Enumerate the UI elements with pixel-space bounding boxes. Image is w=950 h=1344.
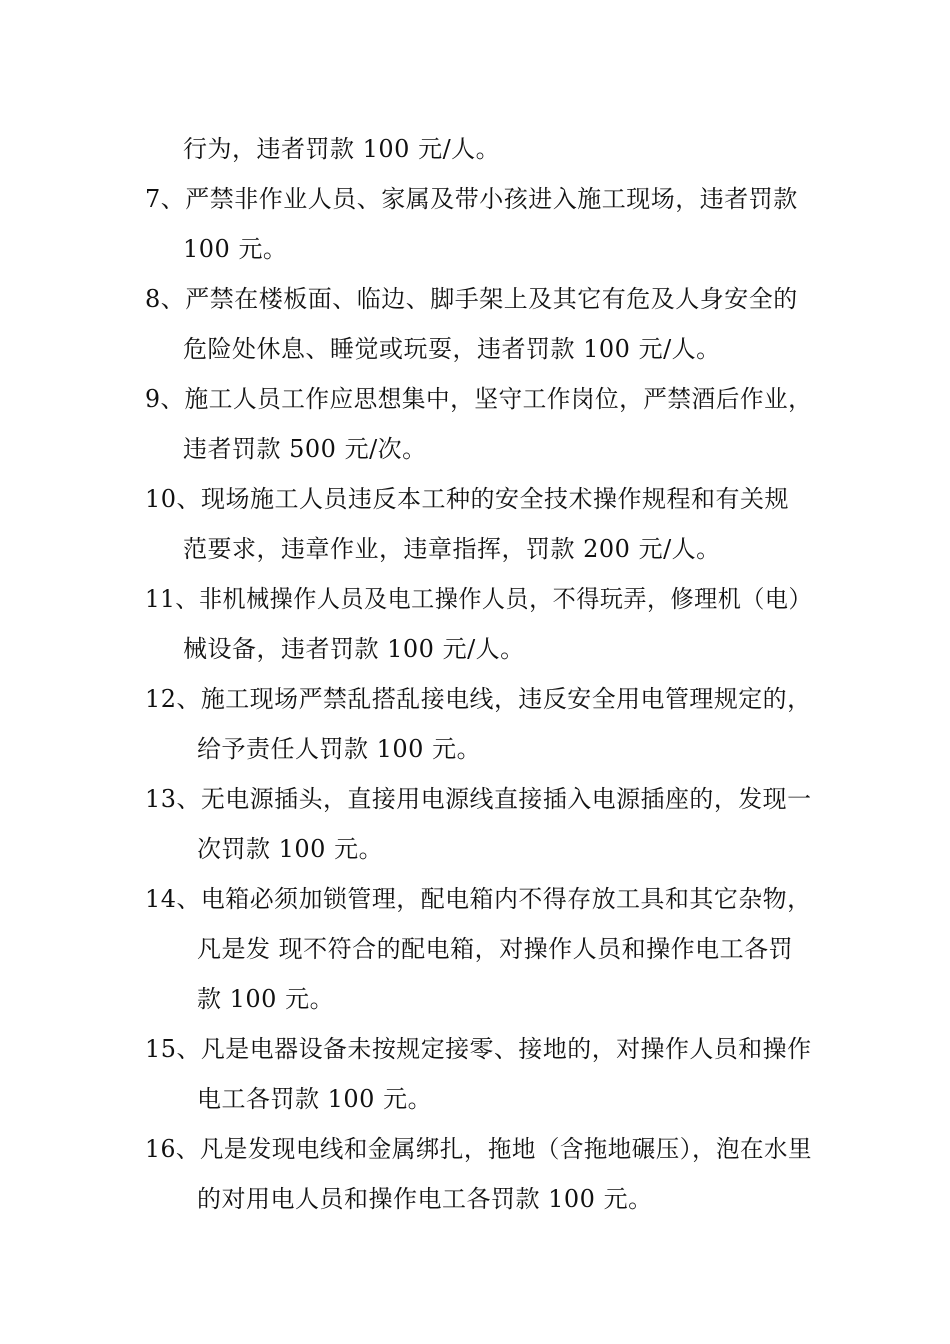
rule-line: 的对用电人员和操作电工各罚款 100 元。 bbox=[197, 1185, 653, 1213]
rule-line: 次罚款 100 元。 bbox=[197, 835, 384, 863]
rule-line: 8、严禁在楼板面、临边、脚手架上及其它有危及人身安全的 bbox=[145, 285, 798, 313]
rule-line: 10、现场施工人员违反本工种的安全技术操作规程和有关规 bbox=[145, 485, 790, 513]
rule-line: 7、严禁非作业人员、家属及带小孩进入施工现场，违者罚款 bbox=[145, 185, 798, 213]
rule-line: 100 元。 bbox=[183, 235, 288, 263]
rule-line: 款 100 元。 bbox=[197, 985, 335, 1013]
rule-line: 给予责任人罚款 100 元。 bbox=[197, 735, 482, 763]
rule-line: 13、无电源插头，直接用电源线直接插入电源插座的，发现一 bbox=[145, 785, 812, 813]
rule-line: 15、凡是电器设备未按规定接零、接地的，对操作人员和操作 bbox=[145, 1035, 812, 1063]
rule-line: 危险处休息、睡觉或玩耍，违者罚款 100 元/人。 bbox=[183, 335, 721, 363]
rule-line: 违者罚款 500 元/次。 bbox=[183, 435, 427, 463]
rule-line: 16、凡是发现电线和金属绑扎，拖地（含拖地碾压），泡在水里 bbox=[145, 1135, 813, 1163]
rule-line: 范要求，违章作业，违章指挥，罚款 200 元/人。 bbox=[183, 535, 721, 563]
rule-line: 凡是发 现不符合的配电箱，对操作人员和操作电工各罚 bbox=[197, 935, 794, 963]
rule-line: 行为，违者罚款 100 元/人。 bbox=[183, 135, 501, 163]
rule-line: 电工各罚款 100 元。 bbox=[197, 1085, 433, 1113]
rule-line: 9、施工人员工作应思想集中，坚守工作岗位，严禁酒后作业， bbox=[145, 385, 813, 413]
rule-line: 11、非机械操作人员及电工操作人员，不得玩弄，修理机（电） bbox=[145, 585, 813, 613]
rule-line: 械设备，违者罚款 100 元/人。 bbox=[183, 635, 525, 663]
rule-line: 14、电箱必须加锁管理，配电箱内不得存放工具和其它杂物， bbox=[145, 885, 812, 913]
rule-line: 12、施工现场严禁乱搭乱接电线，违反安全用电管理规定的， bbox=[145, 685, 812, 713]
